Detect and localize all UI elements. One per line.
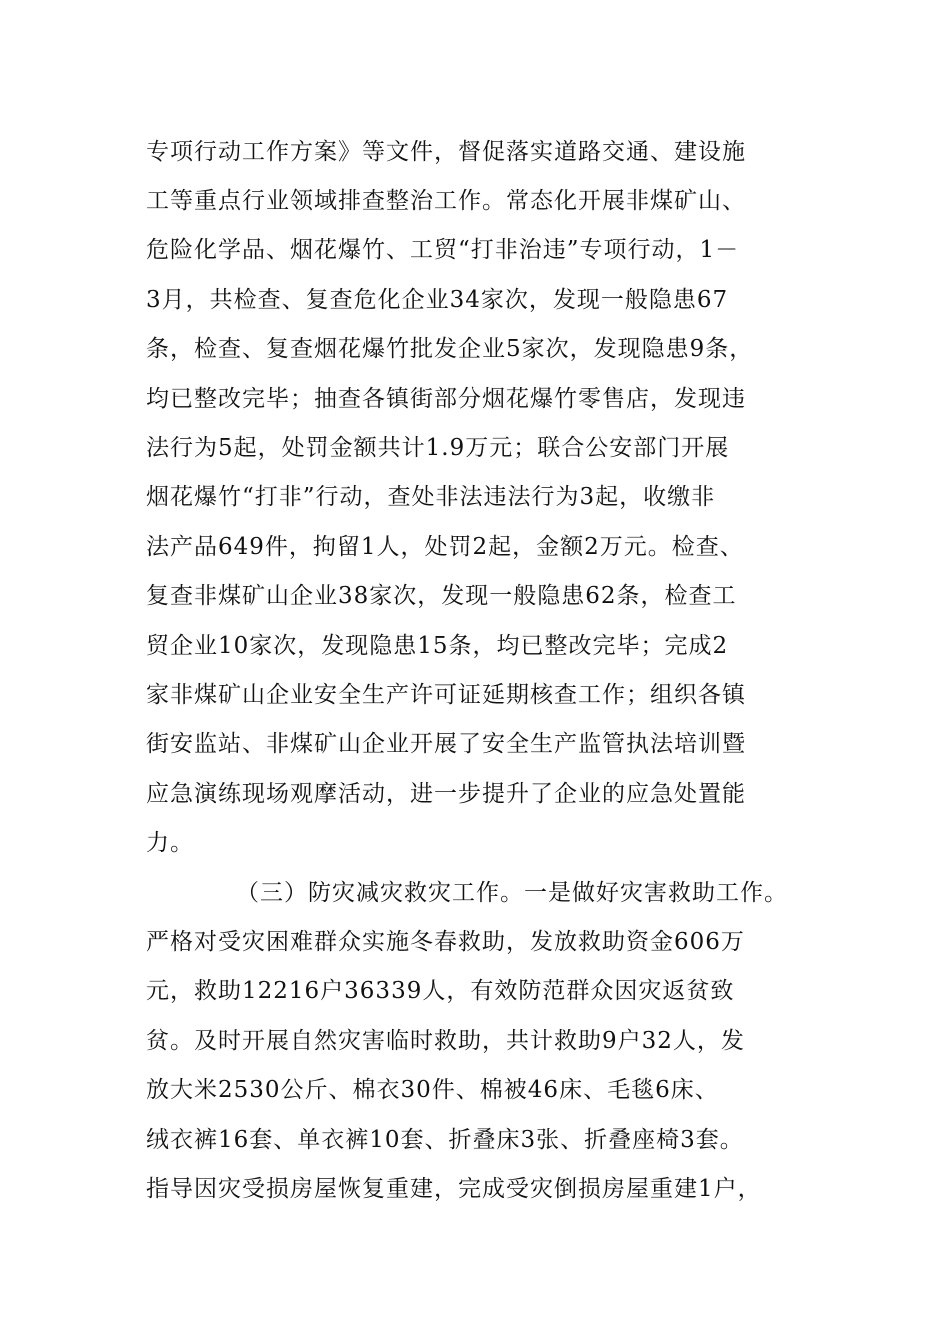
paragraph-line: 复查非煤矿山企业38家次，发现一般隐患62条，检查工 bbox=[146, 583, 737, 609]
paragraph-line: 专项行动工作方案》等文件，督促落实道路交通、建设施 bbox=[146, 139, 746, 165]
paragraph-line: 贫。及时开展自然灾害临时救助，共计救助9户32人，发 bbox=[146, 1028, 745, 1054]
paragraph-line: 绒衣裤16套、单衣裤10套、折叠床3张、折叠座椅3套。 bbox=[146, 1127, 744, 1153]
paragraph-line: 街安监站、非煤矿山企业开展了安全生产监管执法培训暨 bbox=[146, 731, 746, 757]
paragraph-line: 法行为5起，处罚金额共计1.9万元；联合公安部门开展 bbox=[146, 435, 730, 461]
paragraph-line: 均已整改完毕；抽查各镇街部分烟花爆竹零售店，发现违 bbox=[146, 386, 746, 412]
paragraph-line: 法产品649件，拘留1人，处罚2起，金额2万元。检查、 bbox=[146, 534, 744, 560]
paragraph-line: 指导因灾受损房屋恢复重建，完成受灾倒损房屋重建1户， bbox=[146, 1176, 762, 1202]
paragraph-line: 烟花爆竹“打非”行动，查处非法违法行为3起，收缴非 bbox=[146, 484, 716, 510]
paragraph-line: 严格对受灾困难群众实施冬春救助，发放救助资金606万 bbox=[146, 929, 745, 955]
paragraph-line: 家非煤矿山企业安全生产许可证延期核查工作；组织各镇 bbox=[146, 682, 746, 708]
paragraph-line: 力。 bbox=[146, 830, 194, 856]
paragraph-line: 条，检查、复查烟花爆竹批发企业5家次，发现隐患9条， bbox=[146, 336, 754, 362]
paragraph-line: 危险化学品、烟花爆竹、工贸“打非治违”专项行动，1－ bbox=[146, 237, 740, 263]
paragraph-line: 工等重点行业领域排查整治工作。常态化开展非煤矿山、 bbox=[146, 188, 746, 214]
paragraph-line: 元，救助12216户36339人，有效防范群众因灾返贫致 bbox=[146, 978, 735, 1004]
paragraph-line: 放大米2530公斤、棉衣30件、棉被46床、毛毯6床、 bbox=[146, 1077, 719, 1103]
paragraph-line: 贸企业10家次，发现隐患15条，均已整改完毕；完成2 bbox=[146, 633, 729, 659]
section-heading-line: （三）防灾减灾救灾工作。一是做好灾害救助工作。 bbox=[236, 880, 788, 906]
paragraph-line: 应急演练现场观摩活动，进一步提升了企业的应急处置能 bbox=[146, 781, 746, 807]
paragraph-line: 3月，共检查、复查危化企业34家次，发现一般隐患67 bbox=[146, 287, 729, 313]
